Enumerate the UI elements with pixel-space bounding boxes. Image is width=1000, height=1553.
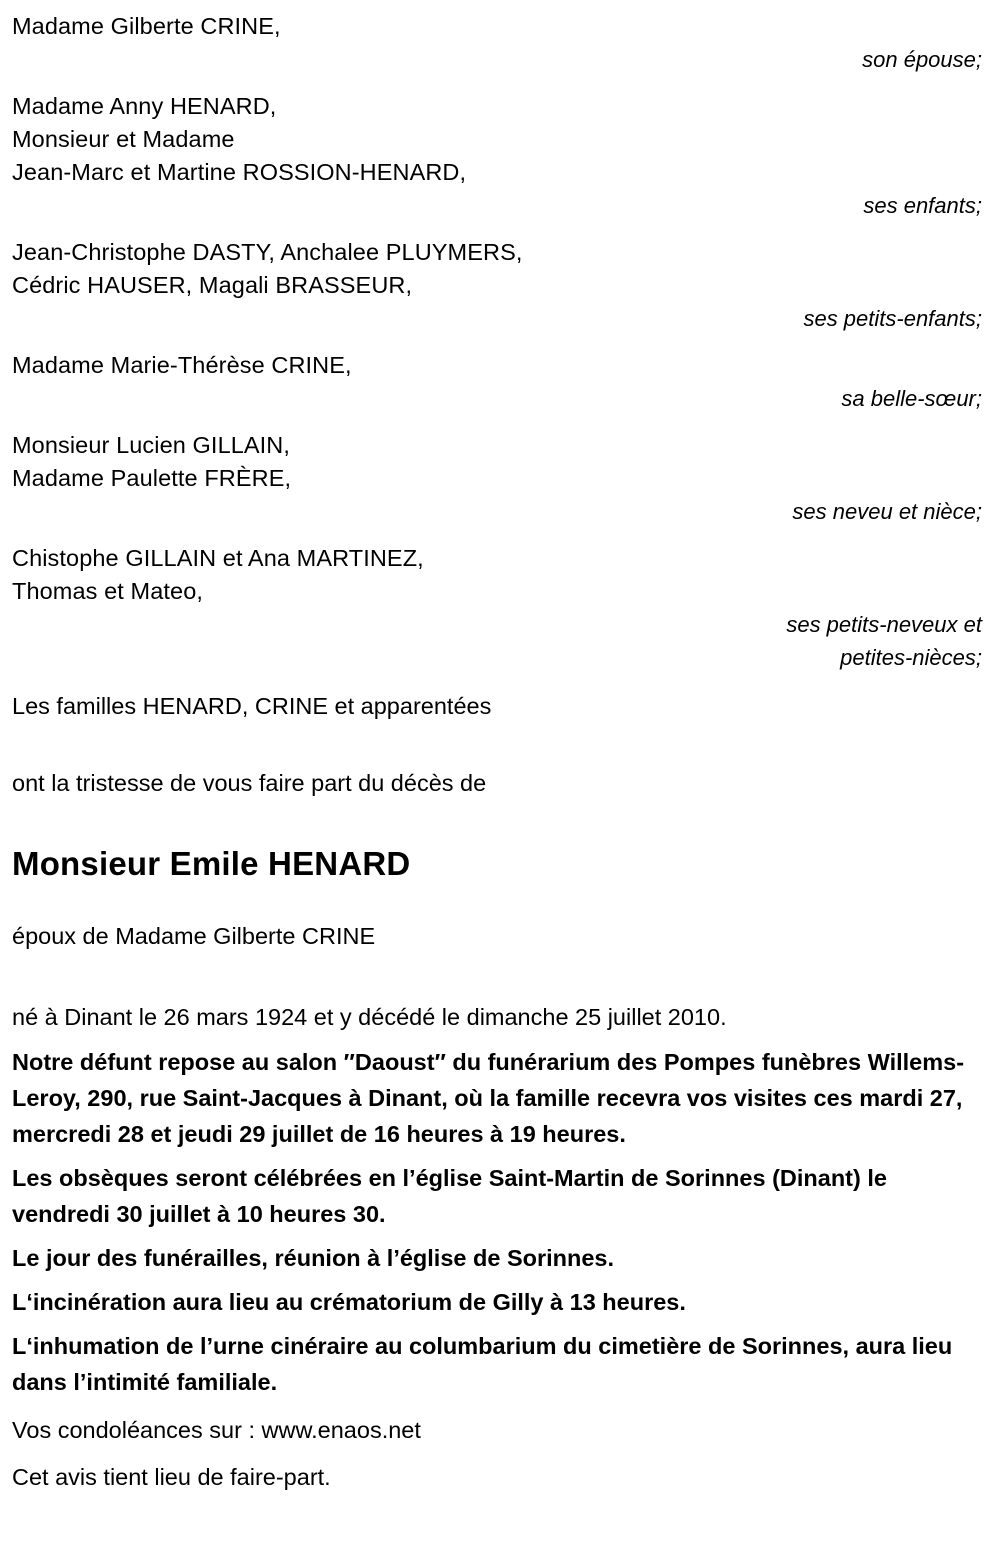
relative-name: Jean-Marc et Martine ROSSION-HENARD,	[12, 159, 467, 185]
relative-name: Madame Marie-Thérèse CRINE,	[12, 352, 352, 378]
group-spacer	[12, 222, 988, 236]
condolences-line: Vos condoléances sur : www.enaos.net	[12, 1417, 421, 1443]
relative-role	[12, 608, 988, 674]
relative-name: Madame Paulette FRÈRE,	[12, 465, 292, 491]
relative-role	[12, 43, 988, 76]
group-spacer	[12, 76, 988, 90]
deceased-spouse-of: époux de Madame Gilberte CRINE	[12, 923, 376, 949]
arrangement-ceremony: Les obsèques seront célébrées en l’église Saint-Martin de Sorinnes (Dinant) le vendredi 30 juillet à 10 heures 30.	[12, 1165, 887, 1227]
relative-role-line: sa belle-sœur;	[841, 386, 982, 411]
relative-group-children	[12, 90, 988, 222]
relative-name: Madame Anny HENARD,	[12, 93, 277, 119]
relative-role-line: petites-nièces;	[840, 645, 982, 670]
deceased-birth-death: né à Dinant le 26 mars 1924 et y décédé le dimanche 25 juillet 2010.	[12, 1004, 727, 1030]
relative-role-line: ses petits-neveux et	[786, 612, 982, 637]
relative-role-line: ses petits-enfants;	[803, 306, 982, 331]
relative-name: Chistophe GILLAIN et Ana MARTINEZ,	[12, 545, 424, 571]
relative-role	[12, 495, 988, 528]
relative-group-nephew-niece	[12, 429, 988, 528]
relative-group-grandchildren	[12, 236, 988, 335]
group-spacer	[12, 415, 988, 429]
relative-names	[12, 10, 695, 43]
faire-part-note: Cet avis tient lieu de faire-part.	[12, 1464, 331, 1490]
relative-name: Thomas et Mateo,	[12, 578, 203, 604]
arrangement-cremation: L‘incinération aura lieu au crématorium de Gilly à 13 heures.	[12, 1289, 686, 1315]
relative-group-great-nephews-nieces	[12, 542, 988, 674]
relative-role	[12, 189, 988, 222]
relative-role-line: ses enfants;	[863, 193, 982, 218]
relative-names	[12, 90, 695, 189]
group-spacer	[12, 528, 988, 542]
relative-role	[12, 302, 988, 335]
deceased-name: Monsieur Emile HENARD	[12, 845, 411, 882]
relative-names	[12, 236, 695, 302]
families-line: Les familles HENARD, CRINE et apparentées	[12, 693, 492, 719]
relative-name: Jean-Christophe DASTY, Anchalee PLUYMERS,	[12, 239, 523, 265]
relative-name: Monsieur Lucien GILLAIN,	[12, 432, 291, 458]
group-spacer	[12, 335, 988, 349]
arrangement-funerarium: Notre défunt repose au salon ″Daoust″ du funérarium des Pompes funèbres Willems-Leroy, 290, rue Saint-Jacques à Dinant, où la famille recevra vos visites ces mardi 27, mercredi 28 et jeudi 29 juillet de 16 heures à 19 heures.	[12, 1049, 965, 1147]
relative-names	[12, 429, 695, 495]
relative-names	[12, 349, 695, 382]
arrangement-gathering: Le jour des funérailles, réunion à l’église de Sorinnes.	[12, 1245, 615, 1271]
arrangement-interment: L‘inhumation de l’urne cinéraire au columbarium du cimetière de Sorinnes, aura lieu dans l’intimité familiale.	[12, 1333, 953, 1395]
announcement-line: ont la tristesse de vous faire part du décès de	[12, 770, 487, 796]
relative-group-spouse	[12, 10, 988, 76]
relatives-section	[12, 10, 988, 674]
relative-name: Cédric HAUSER, Magali BRASSEUR,	[12, 272, 413, 298]
relative-name: Madame Gilberte CRINE,	[12, 13, 281, 39]
relative-group-sister-in-law	[12, 349, 988, 415]
relative-name: Monsieur et Madame	[12, 126, 235, 152]
relative-role-line: son épouse;	[862, 47, 982, 72]
relative-role	[12, 382, 988, 415]
relative-role-line: ses neveu et nièce;	[792, 499, 982, 524]
relative-names	[12, 542, 695, 608]
